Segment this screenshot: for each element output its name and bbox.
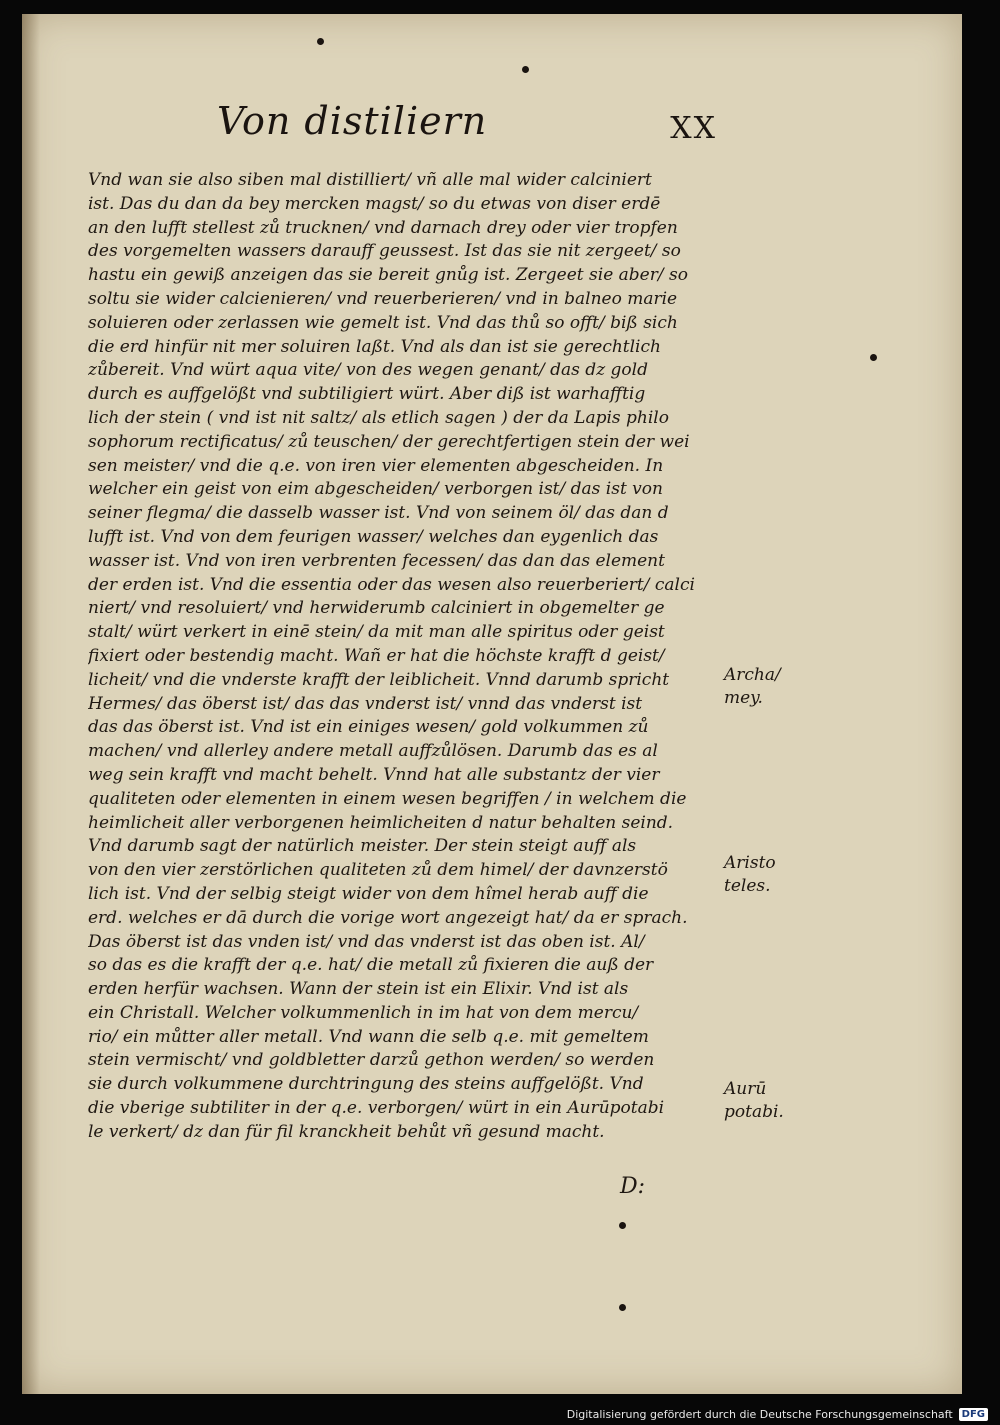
text-line: soluieren oder zerlassen wie gemelt ist. Vnd das thů so offt/ biß sich — [88, 312, 678, 333]
text-line: seiner flegma/ die dasselb wasser ist. Vnd von seinem öl/ das dan d — [88, 503, 669, 524]
text-line: so das es die krafft der q.e. hat/ die metall zů fixieren die auß der — [88, 955, 654, 976]
text-line: fixiert oder bestendig macht. Wañ er hat die höchste krafft d geist/ — [88, 645, 665, 666]
ink-dot — [619, 1304, 626, 1311]
ink-dot — [870, 354, 877, 361]
marginal-line: mey. — [724, 688, 763, 708]
text-line: Hermes/ das öberst ist/ das das vnderst ist/ vnnd das vnderst ist — [88, 693, 643, 714]
text-line: zůbereit. Vnd würt aqua vite/ von des wegen genant/ das dz gold — [88, 360, 648, 381]
text-line: Vnd darumb sagt der natürlich meister. Der stein steigt auff als — [88, 836, 637, 857]
marginal-note-aurum-potabile — [724, 1078, 784, 1124]
text-line: welcher ein geist von eim abgescheiden/ verborgen ist/ das ist von — [88, 479, 663, 500]
text-line: des vorgemelten wassers darauff geussest. Ist das sie nit zergeet/ so — [88, 241, 681, 262]
digitization-footer — [567, 1408, 988, 1421]
running-title: Von distiliern — [217, 99, 488, 143]
folio-number: XX — [670, 111, 717, 146]
page-gutter-shadow — [22, 14, 40, 1394]
ink-dot — [317, 38, 324, 45]
text-line: erden herfür wachsen. Wann der stein ist ein Elixir. Vnd ist als — [88, 979, 629, 1000]
text-line: lich ist. Vnd der selbig steigt wider von dem hîmel herab auff die — [88, 883, 649, 904]
ink-dot — [522, 66, 529, 73]
main-text-block — [88, 169, 728, 1145]
text-line: machen/ vnd allerley andere metall auffzůlösen. Darumb das es al — [88, 741, 658, 762]
book-page — [22, 14, 962, 1394]
text-line: die vberige subtiliter in der q.e. verborgen/ würt in ein Aurūpotabi — [88, 1098, 665, 1119]
text-line: an den lufft stellest zů trucknen/ vnd darnach drey oder vier tropfen — [88, 217, 678, 238]
page-header — [217, 99, 717, 159]
footer-credit-text: Digitalisierung gefördert durch die Deutsche Forschungsgemeinschaft — [566, 1408, 953, 1421]
text-line: hastu ein gewiß anzeigen das sie bereit gnůg ist. Zergeet sie aber/ so — [88, 265, 688, 286]
text-line: le verkert/ dz dan für fil kranckheit behůt vñ gesund macht. — [88, 1121, 605, 1142]
text-line: das das öberst ist. Vnd ist ein einiges wesen/ gold volkummen zů — [88, 717, 649, 738]
text-line: rio/ ein můtter aller metall. Vnd wann die selb q.e. mit gemeltem — [88, 1026, 649, 1047]
text-line: Das öberst ist das vnden ist/ vnd das vnderst ist das oben ist. Al/ — [88, 931, 645, 952]
text-line: erd. welches er dā durch die vorige wort angezeigt hat/ da er sprach. — [88, 907, 688, 928]
marginal-line: Aristo — [724, 853, 776, 873]
marginal-line: teles. — [724, 876, 771, 896]
marginal-note-aristoteles — [724, 852, 776, 898]
marginal-line: Archa/ — [724, 665, 781, 685]
text-line: ein Christall. Welcher volkummenlich in im hat von dem mercu/ — [88, 1002, 639, 1023]
text-line: wasser ist. Vnd von iren verbrenten fecessen/ das dan das element — [88, 550, 665, 571]
text-line: durch es auffgelößt vnd subtiligiert würt. Aber diß ist warhafftig — [88, 384, 646, 405]
text-line: licheit/ vnd die vnderste krafft der leiblicheit. Vnnd darumb spricht — [88, 669, 670, 690]
text-line: stalt/ würt verkert in einē stein/ da mit man alle spiritus oder geist — [88, 622, 665, 643]
marginal-note-archamey — [724, 664, 781, 710]
text-line: Vnd wan sie also siben mal distilliert/ vñ alle mal wider calciniert — [88, 170, 652, 190]
marginal-line: potabi. — [724, 1102, 784, 1122]
text-line: die erd hinfür nit mer soluiren laßt. Vnd als dan ist sie gerechtlich — [88, 336, 661, 357]
text-line: niert/ vnd resoluiert/ vnd herwiderumb calciniert in obgemelter ge — [88, 598, 665, 619]
text-line: von den vier zerstörlichen qualiteten zů dem himel/ der davnzerstö — [88, 860, 668, 881]
dfg-logo-icon: DFG — [959, 1408, 988, 1421]
text-line: lich der stein ( vnd ist nit saltz/ als etlich sagen ) der da Lapis philo — [88, 407, 669, 428]
text-line: ist. Das du dan da bey mercken magst/ so du etwas von diser erdē — [88, 193, 661, 214]
text-line: weg sein krafft vnd macht behelt. Vnnd hat alle substantz der vier — [88, 764, 660, 785]
text-line: der erden ist. Vnd die essentia oder das wesen also reuerberiert/ calci — [88, 574, 695, 595]
text-line: qualiteten oder elementen in einem wesen begriffen / in welchem die — [88, 788, 687, 809]
text-line: stein vermischt/ vnd goldbletter darzů gethon werden/ so werden — [88, 1050, 655, 1071]
catchword: D: — [620, 1174, 646, 1199]
text-line: heimlicheit aller verborgenen heimlicheiten d natur behalten seind. — [88, 812, 674, 833]
text-line: sen meister/ vnd die q.e. von iren vier elementen abgescheiden. In — [88, 455, 664, 476]
marginal-line: Aurū — [724, 1079, 767, 1099]
text-line: sophorum rectificatus/ zů teuschen/ der gerechtfertigen stein der wei — [88, 431, 690, 452]
text-line: sie durch volkummene durchtringung des steins auffgelößt. Vnd — [88, 1074, 644, 1095]
text-line: lufft ist. Vnd von dem feurigen wasser/ welches dan eygenlich das — [88, 526, 659, 547]
text-line: soltu sie wider calcienieren/ vnd reuerberieren/ vnd in balneo marie — [88, 288, 678, 309]
ink-dot — [619, 1222, 626, 1229]
